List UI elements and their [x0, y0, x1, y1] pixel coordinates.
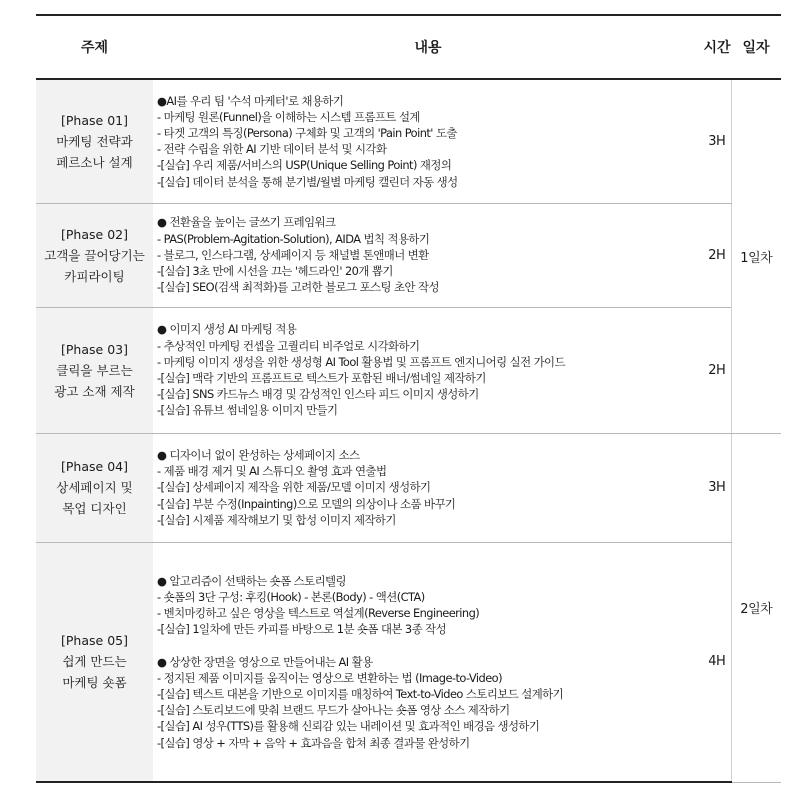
content-line: ● 이미지 생성 AI 마케팅 적용 — [157, 322, 297, 337]
header-content: 내용 — [153, 15, 703, 79]
content-line: ● 알고리즘이 선택하는 숏폼 스토리텔링 — [157, 573, 346, 588]
phase-title-line2: 광고 소재 제작 — [54, 383, 135, 399]
content-line: - 숏폼의 3단 구성: 후킹(Hook) - 본론(Body) - 액션(CTA) — [157, 589, 425, 604]
phase-label: [Phase 02] — [61, 226, 128, 242]
content-line: ● 디자이너 없이 완성하는 상세페이지 소스 — [157, 447, 360, 462]
topic-cell — [36, 542, 153, 782]
content-cell — [153, 542, 703, 782]
content-line: - 마케팅 원론(Funnel)을 이해하는 시스템 프롬프트 설계 — [157, 109, 420, 124]
content-line: -[실습] 상세페이지 제작을 위한 제품/모델 이미지 생성하기 — [157, 480, 431, 495]
content-line: - 마케팅 이미지 생성을 위한 생성형 AI Tool 활용법 및 프롬프트 엔지니어링 실전 가이드 — [157, 354, 565, 369]
phase-title-line1: 쉽게 만드는 — [62, 654, 127, 670]
phase-title-line2: 목업 디자인 — [62, 501, 127, 516]
content-line: -[실습] 시제품 제작해보기 및 합성 이미지 제작하기 — [157, 512, 396, 527]
phase-label: [Phase 05] — [61, 633, 128, 649]
content-line: ● 전환율을 높이는 글쓰기 프레임워크 — [157, 215, 336, 230]
content-line: -[실습] 텍스트 대본을 기반으로 이미지를 매칭하여 Text-to-Video 스토리보드 설계하기 — [157, 686, 564, 701]
content-line: -[실습] 부분 수정(Inpainting)으로 모델의 의상이나 소품 바꾸기 — [157, 496, 456, 511]
time-cell: 4H — [703, 542, 731, 782]
phase-title-line1: 상세페이지 및 — [56, 480, 133, 495]
content-line: - 정지된 제품 이미지를 움직이는 영상으로 변환하는 법 (Image-to-Video) — [157, 670, 502, 685]
header-row — [36, 15, 781, 79]
topic-cell — [36, 433, 153, 542]
phase-title-line1: 마케팅 전략과 — [56, 133, 133, 149]
phase-title-line1: 고객을 끌어당기는 — [44, 247, 145, 263]
topic-cell — [36, 79, 153, 203]
content-line: - 블로그, 인스타그램, 상세페이지 등 채널별 톤앤매너 변환 — [157, 247, 429, 262]
time-cell: 2H — [703, 203, 731, 307]
phase-title-line2: 카피라이팅 — [64, 268, 125, 284]
content-line: - 추상적인 마케팅 컨셉을 고퀄리티 비주얼로 시각화하기 — [157, 338, 420, 353]
content-cell — [153, 433, 703, 542]
content-line: -[실습] 유튜브 썸네일용 이미지 만들기 — [157, 403, 338, 418]
curriculum-table — [36, 14, 781, 783]
content-line: ●AI를 우리 팀 '수석 마케터'로 채용하기 — [157, 93, 344, 108]
header-day: 일자 — [731, 15, 781, 79]
day-cell-day2: 2일차 — [731, 433, 781, 782]
phase-label: [Phase 04] — [61, 459, 128, 474]
content-cell — [153, 307, 703, 433]
content-line: - 전략 수립을 위한 AI 기반 데이터 분석 및 시각화 — [157, 142, 387, 157]
content-line: - 벤치마킹하고 싶은 영상을 텍스트로 역설계(Reverse Engineering) — [157, 606, 480, 621]
curriculum-table-container — [36, 14, 773, 783]
header-time: 시간 — [703, 15, 731, 79]
time-cell: 3H — [703, 433, 731, 542]
content-line: - 제품 배경 제거 및 AI 스튜디오 촬영 효과 연출법 — [157, 464, 387, 479]
content-line: - PAS(Problem-Agitation-Solution), AIDA 법칙 적용하기 — [157, 231, 430, 246]
day-cell-day1: 1일차 — [731, 79, 781, 433]
content-line: -[실습] 1일차에 만든 카피를 바탕으로 1분 숏폼 대본 3종 작성 — [157, 622, 447, 637]
content-line: -[실습] SNS 카드뉴스 배경 및 감성적인 인스타 피드 이미지 생성하기 — [157, 387, 479, 402]
phase-title-line2: 페르소나 설계 — [56, 154, 133, 170]
phase-label: [Phase 01] — [61, 112, 128, 128]
content-line: -[실습] SEO(검색 최적화)를 고려한 블로그 포스팅 초안 작성 — [157, 280, 439, 295]
phase-title-line2: 마케팅 숏폼 — [62, 675, 127, 691]
phase-label: [Phase 03] — [61, 341, 128, 357]
section-gap — [157, 638, 703, 654]
content-cell — [153, 79, 703, 203]
time-cell: 2H — [703, 307, 731, 433]
content-line: -[실습] 3초 만에 시선을 끄는 '헤드라인' 20개 뽑기 — [157, 264, 393, 279]
content-line: -[실습] 스토리보드에 맞춰 브랜드 무드가 살아나는 숏폼 영상 소스 제작하기 — [157, 703, 510, 718]
table-row — [36, 79, 781, 203]
topic-cell — [36, 203, 153, 307]
phase-title-line1: 클릭을 부르는 — [56, 362, 133, 378]
content-line: -[실습] 맥락 기반의 프롬프트로 텍스트가 포함된 배너/썸네일 제작하기 — [157, 371, 486, 385]
table-row — [36, 542, 781, 782]
content-line: -[실습] AI 성우(TTS)를 활용해 신뢰감 있는 내레이션 및 효과적인 배경음 생성하기 — [157, 719, 540, 734]
table-row — [36, 433, 781, 542]
content-line: -[실습] 데이터 분석을 통해 분기별/월별 마케팅 캘린더 자동 생성 — [157, 174, 458, 189]
content-line: -[실습] 영상 + 자막 + 음악 + 효과음을 합쳐 최종 결과물 완성하기 — [157, 735, 470, 750]
topic-cell — [36, 307, 153, 433]
table-row — [36, 307, 781, 433]
content-line: -[실습] 우리 제품/서비스의 USP(Unique Selling Point) 재정의 — [157, 158, 452, 173]
header-topic: 주제 — [36, 15, 153, 79]
table-row — [36, 203, 781, 307]
content-line: - 타겟 고객의 특징(Persona) 구체화 및 고객의 'Pain Point' 도출 — [157, 126, 457, 141]
content-line: ● 상상한 장면을 영상으로 만들어내는 AI 활용 — [157, 654, 373, 669]
content-cell — [153, 203, 703, 307]
time-cell: 3H — [703, 79, 731, 203]
